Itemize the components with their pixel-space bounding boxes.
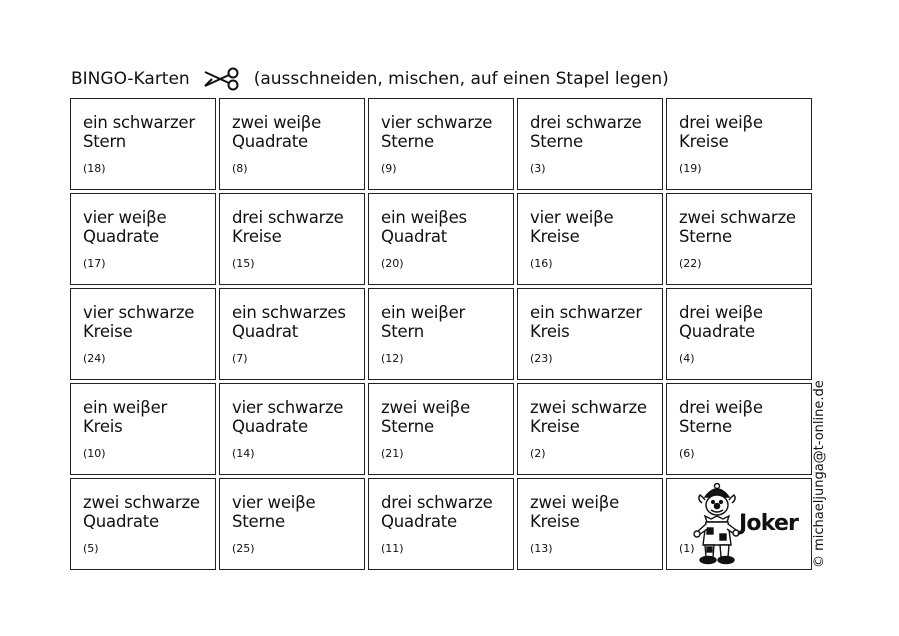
- card-text: drei weiβe Kreise: [679, 113, 763, 151]
- card-number: (3): [530, 162, 546, 175]
- card-text: drei weiβe Sterne: [679, 398, 763, 436]
- card-number: (8): [232, 162, 248, 175]
- card-number: (14): [232, 447, 255, 460]
- bingo-card: [219, 383, 365, 475]
- card-text: vier schwarze Sterne: [381, 113, 493, 151]
- bingo-card: [368, 98, 514, 190]
- card-text: vier weiβe Quadrate: [83, 208, 167, 246]
- bingo-card: [70, 478, 216, 570]
- joker-label: Joker: [739, 511, 799, 536]
- card-number: (17): [83, 257, 106, 270]
- bingo-card: [368, 288, 514, 380]
- card-number: (9): [381, 162, 397, 175]
- bingo-card: [666, 98, 812, 190]
- header-instructions: (ausschneiden, mischen, auf einen Stapel legen): [253, 69, 669, 89]
- card-number: (10): [83, 447, 106, 460]
- bingo-card: [70, 98, 216, 190]
- card-text: drei schwarze Sterne: [530, 113, 642, 151]
- card-text: ein weiβes Quadrat: [381, 208, 467, 246]
- bingo-card: [517, 383, 663, 475]
- card-text: drei weiβe Quadrate: [679, 303, 763, 341]
- bingo-card: [666, 193, 812, 285]
- card-text: vier schwarze Kreise: [83, 303, 195, 341]
- card-number: (18): [83, 162, 106, 175]
- bingo-card: [666, 288, 812, 380]
- bingo-card: [219, 288, 365, 380]
- scissors-icon: [202, 67, 242, 91]
- card-text: vier weiβe Kreise: [530, 208, 614, 246]
- card-text: ein schwarzer Kreis: [530, 303, 642, 341]
- card-text: drei schwarze Kreise: [232, 208, 344, 246]
- bingo-card: [368, 193, 514, 285]
- card-number: (21): [381, 447, 404, 460]
- card-number: (1): [679, 542, 695, 555]
- card-text: ein weiβer Kreis: [83, 398, 168, 436]
- bingo-card: [666, 383, 812, 475]
- bingo-card: [70, 288, 216, 380]
- bingo-card: [219, 193, 365, 285]
- card-number: (12): [381, 352, 404, 365]
- card-number: (23): [530, 352, 553, 365]
- card-number: (25): [232, 542, 255, 555]
- card-text: zwei weiβe Kreise: [530, 493, 620, 531]
- copyright-text: © michaeljunga@t-online.de: [812, 380, 827, 568]
- card-number: (20): [381, 257, 404, 270]
- card-text: vier schwarze Quadrate: [232, 398, 344, 436]
- bingo-card: [368, 383, 514, 475]
- page-header: [71, 66, 669, 92]
- card-number: (2): [530, 447, 546, 460]
- card-number: (7): [232, 352, 248, 365]
- card-text: zwei schwarze Kreise: [530, 398, 647, 436]
- card-number: (22): [679, 257, 702, 270]
- card-number: (13): [530, 542, 553, 555]
- card-number: (6): [679, 447, 695, 460]
- card-text: ein schwarzes Quadrat: [232, 303, 346, 341]
- bingo-card: [219, 98, 365, 190]
- card-number: (11): [381, 542, 404, 555]
- card-text: zwei schwarze Sterne: [679, 208, 796, 246]
- bingo-card-grid: [70, 98, 810, 568]
- card-text: zwei schwarze Quadrate: [83, 493, 200, 531]
- bingo-card: [517, 478, 663, 570]
- clown-icon: [693, 483, 741, 565]
- bingo-card: [517, 98, 663, 190]
- card-number: (16): [530, 257, 553, 270]
- bingo-card: [219, 478, 365, 570]
- page-title: BINGO-Karten: [71, 69, 190, 89]
- card-text: drei schwarze Quadrate: [381, 493, 493, 531]
- card-number: (5): [83, 542, 99, 555]
- bingo-card: [70, 193, 216, 285]
- card-number: (15): [232, 257, 255, 270]
- card-number: (24): [83, 352, 106, 365]
- bingo-card: [368, 478, 514, 570]
- joker-card: [666, 478, 812, 570]
- card-number: (19): [679, 162, 702, 175]
- bingo-card: [517, 193, 663, 285]
- card-text: zwei weiβe Sterne: [381, 398, 471, 436]
- card-number: (4): [679, 352, 695, 365]
- bingo-card: [517, 288, 663, 380]
- card-text: ein schwarzer Stern: [83, 113, 195, 151]
- card-text: vier weiβe Sterne: [232, 493, 316, 531]
- bingo-card: [70, 383, 216, 475]
- card-text: zwei weiβe Quadrate: [232, 113, 322, 151]
- card-text: ein weiβer Stern: [381, 303, 466, 341]
